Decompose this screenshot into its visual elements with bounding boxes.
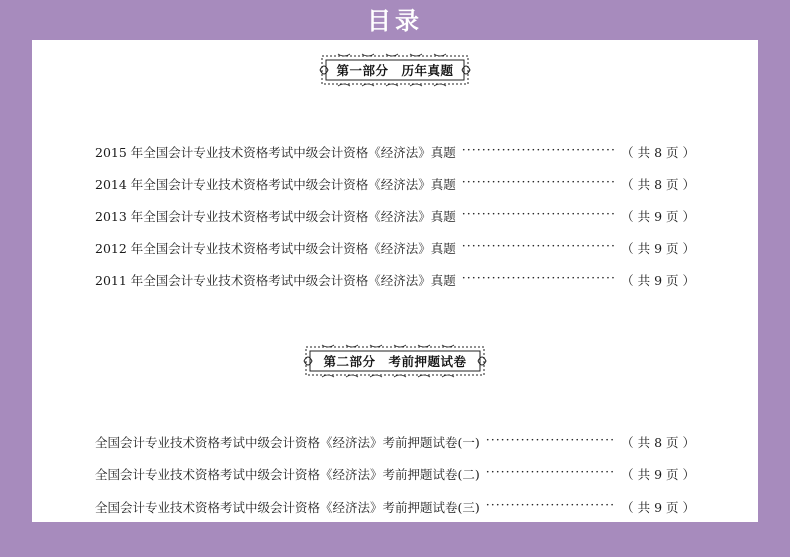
toc-item-pages: （ 共 9 页 ） [621, 467, 695, 482]
toc-item-pages: （ 共 8 页 ） [621, 435, 695, 450]
toc-item-title: 2015 年全国会计专业技术资格考试中级会计资格《经济法》真题 [95, 145, 456, 160]
toc-item-pages: （ 共 8 页 ） [621, 177, 695, 192]
dot-leader [486, 435, 615, 449]
toc-item-title: 2013 年全国会计专业技术资格考试中级会计资格《经济法》真题 [95, 209, 456, 224]
toc-item-title: 2011 年全国会计专业技术资格考试中级会计资格《经济法》真题 [95, 273, 456, 288]
toc-item-pages: （ 共 9 页 ） [621, 209, 695, 224]
dot-leader [486, 467, 615, 481]
toc-item[interactable] [95, 143, 695, 161]
dot-leader [462, 177, 615, 191]
toc-item[interactable] [95, 239, 695, 257]
toc-item[interactable] [95, 207, 695, 225]
toc-item[interactable] [95, 498, 695, 516]
section-badge-mock-exams [302, 343, 488, 379]
toc-item-pages: （ 共 8 页 ） [621, 145, 695, 160]
page-title: 目录 [367, 7, 423, 35]
dot-leader [462, 273, 615, 287]
toc-item-pages: （ 共 9 页 ） [621, 500, 695, 515]
section-badge-history [318, 52, 472, 88]
toc-item[interactable] [95, 271, 695, 289]
toc-item-title: 全国会计专业技术资格考试中级会计资格《经济法》考前押题试卷(二) [95, 467, 480, 482]
toc-item-pages: （ 共 9 页 ） [621, 241, 695, 256]
toc-page [32, 40, 758, 522]
dot-leader [462, 145, 615, 159]
toc-item-title: 2014 年全国会计专业技术资格考试中级会计资格《经济法》真题 [95, 177, 456, 192]
toc-item-title: 全国会计专业技术资格考试中级会计资格《经济法》考前押题试卷(三) [95, 500, 480, 515]
toc-item[interactable] [95, 465, 695, 483]
section-label: 第二部分 考前押题试卷 [323, 354, 467, 369]
toc-item[interactable] [95, 433, 695, 451]
toc-item-title: 2012 年全国会计专业技术资格考试中级会计资格《经济法》真题 [95, 241, 456, 256]
dot-leader [462, 209, 615, 223]
section-label: 第一部分 历年真题 [336, 63, 454, 78]
toc-item-pages: （ 共 9 页 ） [621, 273, 695, 288]
toc-item[interactable] [95, 175, 695, 193]
dot-leader [462, 241, 615, 255]
toc-item-title: 全国会计专业技术资格考试中级会计资格《经济法》考前押题试卷(一) [95, 435, 480, 450]
dot-leader [486, 500, 615, 514]
